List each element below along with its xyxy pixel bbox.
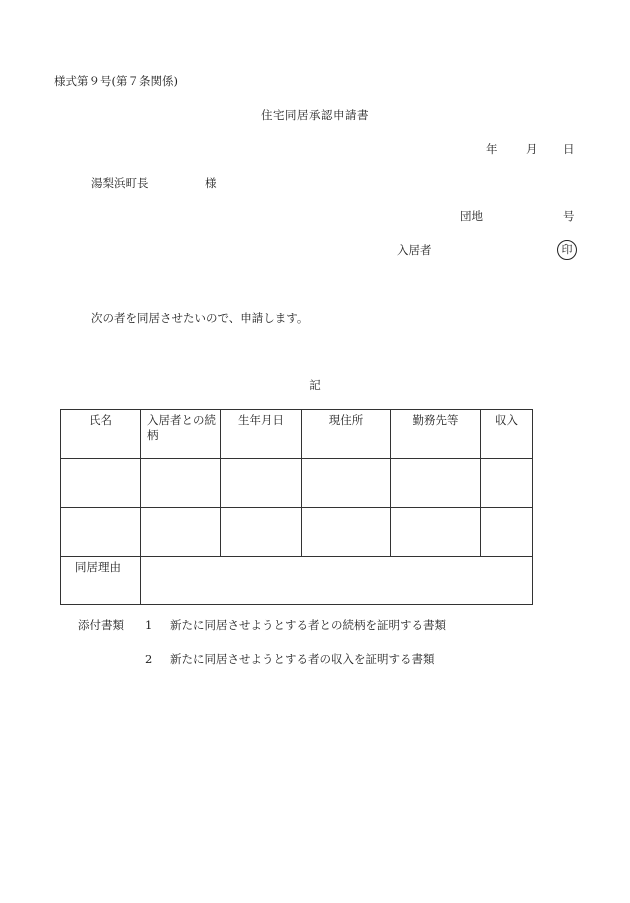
cell-income[interactable] (481, 508, 533, 557)
attachment-number: 2 (145, 652, 153, 666)
attachments-label: 添付書類 (78, 618, 124, 632)
cell-relationship[interactable] (141, 508, 221, 557)
table-header-row (61, 410, 533, 459)
document-title: 住宅同居承認申請書 (261, 108, 369, 122)
date-year-label: 年 (486, 142, 498, 156)
date-month-label: 月 (526, 142, 538, 156)
header-relationship: 入居者との続柄 (141, 410, 221, 459)
applicant-table (60, 409, 533, 605)
ki-heading: 記 (309, 378, 321, 392)
header-income: 収入 (481, 410, 533, 459)
attachment-item: 新たに同居させようとする者との続柄を証明する書類 (170, 618, 446, 632)
addressee-honorific: 様 (205, 176, 217, 190)
cell-birthdate[interactable] (221, 459, 302, 508)
cell-name[interactable] (61, 508, 141, 557)
cell-birthdate[interactable] (221, 508, 302, 557)
reason-row (61, 557, 533, 605)
form-number: 様式第９号(第７条関係) (54, 74, 178, 88)
header-workplace: 勤務先等 (391, 410, 481, 459)
header-name: 氏名 (61, 410, 141, 459)
cell-workplace[interactable] (391, 459, 481, 508)
attachment-item: 新たに同居させようとする者の収入を証明する書類 (170, 652, 435, 666)
cell-relationship[interactable] (141, 459, 221, 508)
reason-label: 同居理由 (61, 557, 141, 605)
danchi-label: 団地 (460, 209, 483, 223)
attachment-number: 1 (145, 618, 153, 632)
seal-stamp-icon: 印 (557, 240, 577, 260)
applicant-label: 入居者 (397, 243, 432, 257)
room-number-label: 号 (563, 209, 575, 223)
cell-address[interactable] (302, 508, 391, 557)
cell-name[interactable] (61, 459, 141, 508)
header-address: 現住所 (302, 410, 391, 459)
cell-address[interactable] (302, 459, 391, 508)
header-birthdate: 生年月日 (221, 410, 302, 459)
request-statement: 次の者を同居させたいので、申請します。 (91, 311, 309, 325)
cell-workplace[interactable] (391, 508, 481, 557)
cell-income[interactable] (481, 459, 533, 508)
table-row (61, 508, 533, 557)
date-day-label: 日 (563, 142, 575, 156)
reason-field[interactable] (141, 557, 533, 605)
addressee-name: 湯梨浜町長 (91, 176, 149, 190)
table-row (61, 459, 533, 508)
